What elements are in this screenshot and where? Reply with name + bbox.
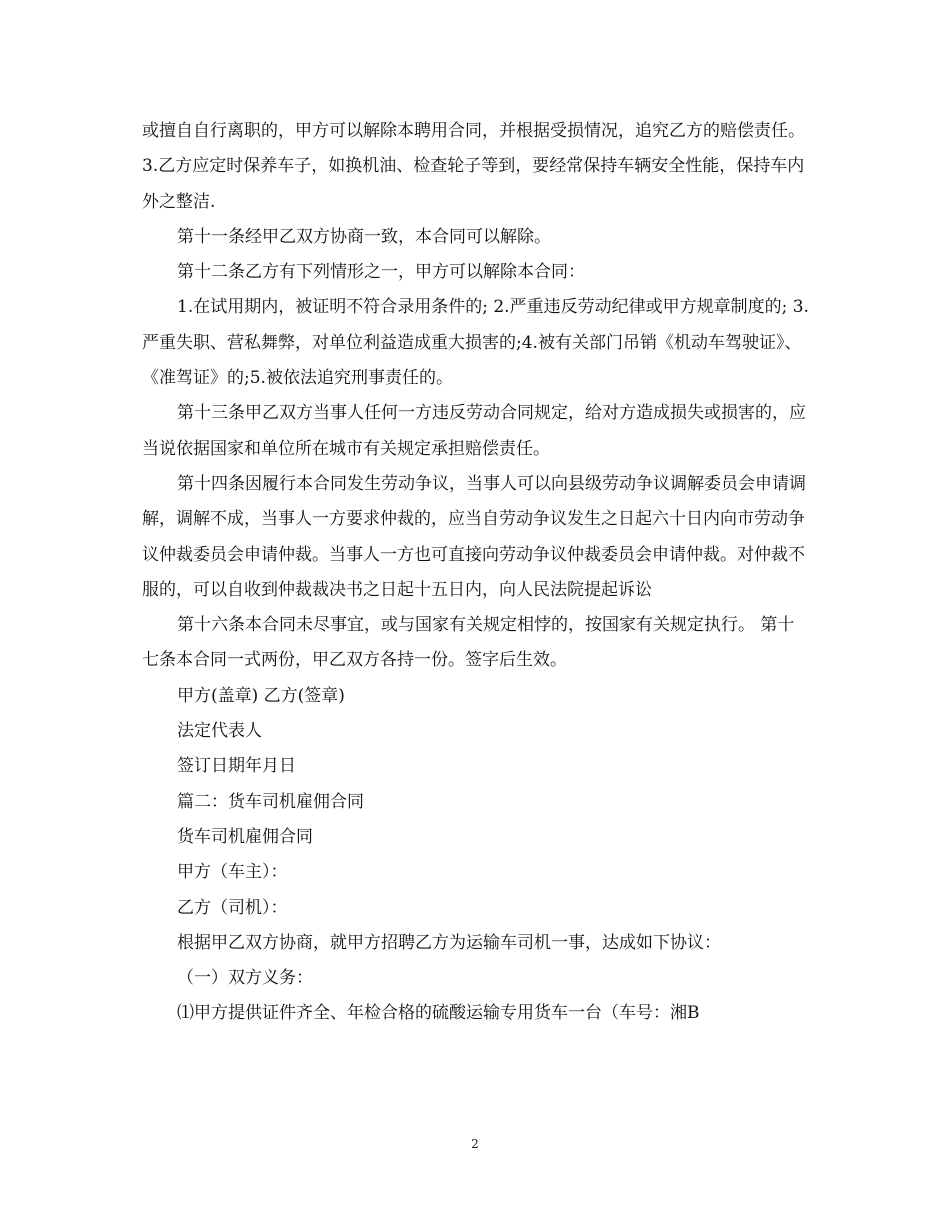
paragraph-article-11: 第十一条经甲乙双方协商一致，本合同可以解除。: [177, 226, 551, 247]
signature-parties: 甲方(盖章) 乙方(签章): [177, 685, 345, 706]
document-body: [142, 114, 810, 1032]
page-number: 2: [471, 1137, 479, 1151]
paragraph-article-16-17: 第十六条本合同未尽事宜，或与国家有关规定相悖的，按国家有关规定执行。 第十七条本合同一式两份，甲乙双方各持一份。签字后生效。: [142, 615, 795, 671]
obligations-heading: （一）双方义务：: [177, 968, 313, 989]
signing-date: 签订日期年月日: [177, 756, 296, 777]
paragraph-continuation: 或擅自自行离职的，甲方可以解除本聘用合同，并根据受损情况，追究乙方的赔偿责任。3.乙方应定时保养车子，如换机油、检查轮子等到，要经常保持车辆安全性能，保持车内外之整洁.: [142, 121, 805, 212]
contract-title: 货车司机雇佣合同: [177, 826, 313, 847]
paragraph-article-12: 第十二条乙方有下列情形之一，甲方可以解除本合同：: [177, 262, 585, 283]
legal-representative: 法定代表人: [177, 721, 262, 742]
section-heading: 篇二：货车司机雇佣合同: [177, 791, 364, 812]
agreement-intro: 根据甲乙双方协商，就甲方招聘乙方为运输车司机一事，达成如下协议：: [177, 932, 721, 953]
party-a-line: 甲方（车主）：: [177, 862, 288, 883]
obligation-item-1: ⑴甲方提供证件齐全、年检合格的硫酸运输专用货车一台（车号：湘B: [177, 1003, 700, 1024]
paragraph-article-12-items: 1.在试用期内，被证明不符合录用条件的; 2.严重违反劳动纪律或甲方规章制度的; 3.严重失职、营私舞弊，对单位利益造成重大损害的;4.被有关部门吊销《机动车驾驶证》、《准驾证》的;5.被依法追究刑事责任的。: [142, 297, 809, 389]
paragraph-article-13: 第十三条甲乙双方当事人任何一方违反劳动合同规定，给对方造成损失或损害的，应当说依据国家和单位所在城市有关规定承担赔偿责任。: [142, 403, 806, 459]
party-b-line: 乙方（司机）：: [177, 897, 288, 918]
paragraph-article-14: 第十四条因履行本合同发生劳动争议，当事人可以向县级劳动争议调解委员会申请调解，调解不成，当事人一方要求仲裁的，应当自劳动争议发生之日起六十日内向市劳动争议仲裁委员会申请仲裁。当事人一方也可直接向劳动争议仲裁委员会申请仲裁。对仲裁不服的，可以自收到仲裁裁决书之日起十五日内，向人民法院提起诉讼: [142, 473, 806, 600]
